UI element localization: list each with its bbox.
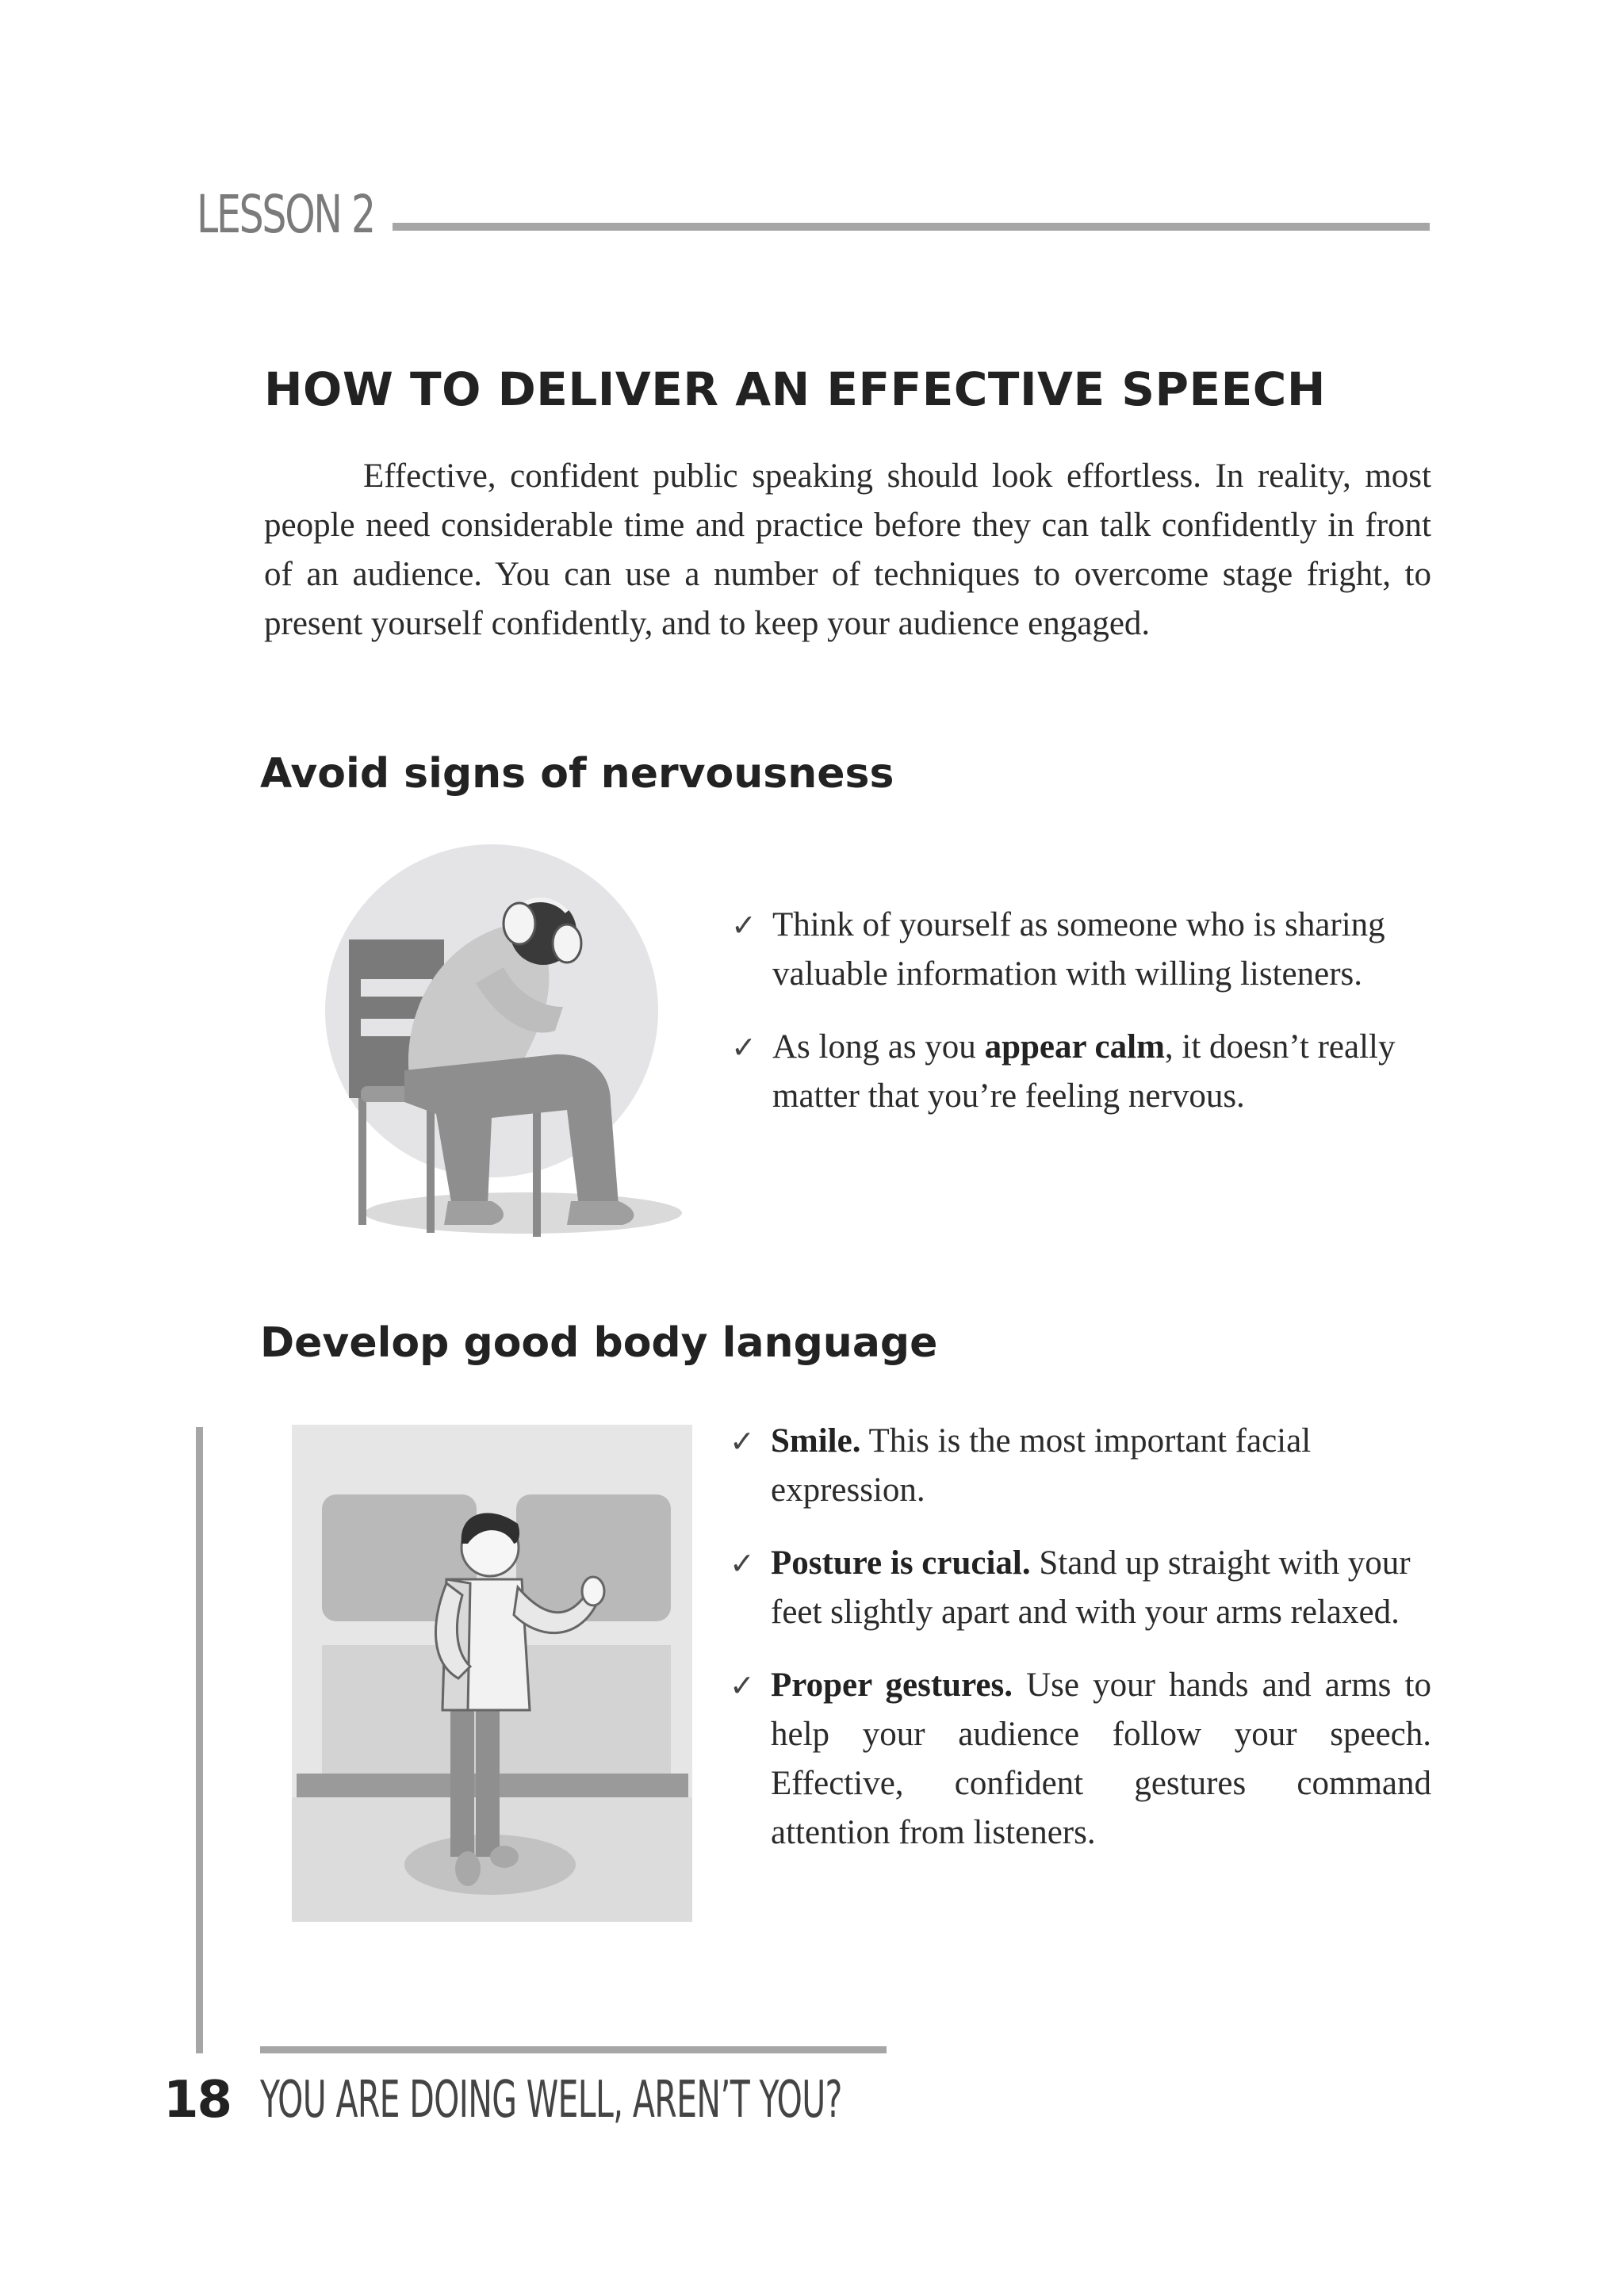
body-language-tips-list bbox=[730, 1417, 1431, 1881]
nervousness-tips-list bbox=[731, 901, 1429, 1145]
tip-emphasis: Smile. bbox=[771, 1422, 861, 1460]
speaker-illustration bbox=[292, 1425, 692, 1922]
list-item bbox=[730, 1661, 1431, 1858]
list-item bbox=[731, 901, 1429, 999]
section-title-body-language: Develop good body language bbox=[260, 1319, 938, 1367]
book-title: YOU ARE DOING WELL, AREN’T YOU? bbox=[260, 2071, 842, 2130]
lesson-label: LESSON 2 bbox=[197, 184, 374, 245]
section-title-nervousness: Avoid signs of nervousness bbox=[260, 750, 894, 798]
checkmark-icon: ✓ bbox=[731, 1030, 756, 1065]
tip-emphasis: Proper gestures. bbox=[771, 1667, 1013, 1704]
footer-rule bbox=[260, 2046, 887, 2053]
footer-vertical-rule bbox=[196, 1427, 203, 2053]
checkmark-icon: ✓ bbox=[731, 908, 756, 943]
list-item bbox=[731, 1023, 1429, 1121]
tip-emphasis: Posture is crucial. bbox=[771, 1544, 1031, 1582]
tip-text: As long as you bbox=[772, 1028, 985, 1066]
page-title: HOW TO DELIVER AN EFFECTIVE SPEECH bbox=[264, 362, 1326, 416]
checkmark-icon: ✓ bbox=[730, 1424, 755, 1459]
tip-emphasis: appear calm bbox=[984, 1028, 1165, 1066]
tip-text: , it doesn’t really matter that you’re feeling nervous. bbox=[772, 1028, 1396, 1115]
tip-text: This is the most important facial expression. bbox=[771, 1422, 1312, 1509]
page-number: 18 bbox=[163, 2071, 232, 2130]
nervous-man-illustration bbox=[317, 840, 682, 1253]
list-item bbox=[730, 1417, 1431, 1515]
checkmark-icon: ✓ bbox=[730, 1668, 755, 1703]
list-item bbox=[730, 1539, 1431, 1637]
tip-text: Stand up straight with your feet slightly apart and with your arms relaxed. bbox=[771, 1544, 1411, 1631]
tip-text: Use your hands and arms to help your audience follow your speech. Effective, confident gestures command attention from listeners. bbox=[771, 1667, 1431, 1851]
checkmark-icon: ✓ bbox=[730, 1546, 755, 1581]
intro-paragraph: Effective, confident public speaking should look effortless. In reality, most people need considerable time and practice before they can talk confidently in front of an audience. You can use a number of techniques to overcome stage fright, to present yourself confidently, and to keep your audience engaged. bbox=[264, 457, 1431, 642]
header-rule bbox=[393, 223, 1430, 231]
tip-text: Think of yourself as someone who is sharing valuable information with willing listeners. bbox=[772, 906, 1385, 993]
